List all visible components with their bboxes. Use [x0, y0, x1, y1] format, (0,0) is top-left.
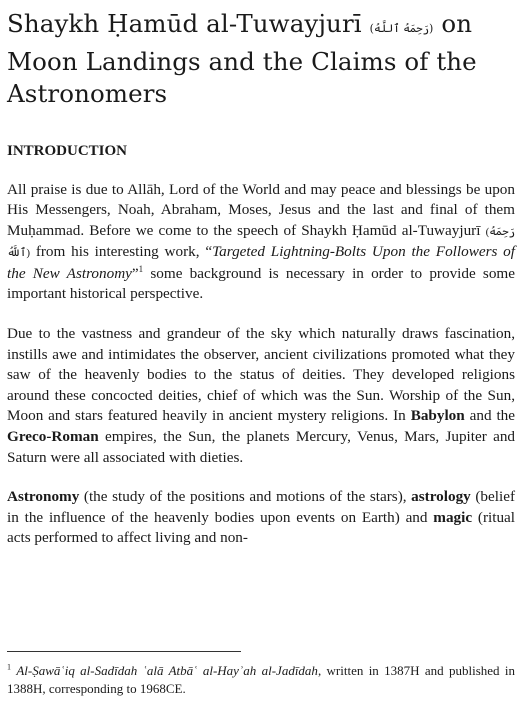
footnote-text: , written in 1387H and published in 1388H, corresponding to 1968CE. — [7, 663, 515, 696]
document-title — [7, 8, 515, 111]
p1-text-d: some background is necessary in order to provide some important historical perspective. — [7, 264, 515, 303]
p1-text-c: ” — [131, 264, 139, 282]
footnote-title: Al-Ṣawāʿiq al-Sadīdah ʿalā Atbāʿ al-Hayʾah al-Jadīdah — [16, 663, 318, 678]
p2-text-a: Due to the vastness and grandeur of the sky which naturally draws fascination, instills awe and intimidates the observer, ancient civilizations promoted what they saw of the heavenly bodies to the status of deities. They developed religions around these concocted deities, chief of which was the Sun. Worship of the Sun, Moon and stars featured heavily in ancient mystery religions. In — [7, 325, 515, 425]
p3-text-a: (the study of the positions and motions of the stars), — [83, 488, 407, 506]
paragraph-2 — [7, 324, 515, 468]
p2-text-b: and the — [469, 407, 516, 425]
work-title: Targeted Lightning-Bolts Upon the Followers of the New Astronomy — [7, 243, 515, 282]
p1-honorific: (رَحِمَهُ ٱللَّهُ) — [7, 225, 516, 260]
footnote-1 — [7, 662, 515, 697]
paragraph-1 — [7, 180, 515, 306]
term-astrology: astrology — [411, 488, 471, 506]
p3-text-c: (ritual acts performed to affect living and non- — [7, 508, 516, 547]
document-page — [7, 0, 515, 549]
title-part2: on Moon Landings and the Claims of the Astronomers — [7, 9, 477, 108]
section-heading-introduction: INTRODUCTION — [7, 142, 128, 159]
p1-text-b: from his interesting work, “ — [35, 243, 213, 261]
paragraph-3 — [7, 487, 515, 549]
footnote-ref-1[interactable]: 1 — [138, 263, 144, 274]
p3-text-b: (belief in the influence of the heavenly bodies upon events on Earth) and — [7, 488, 516, 526]
term-greco-roman: Greco-Roman — [7, 428, 99, 446]
term-babylon: Babylon — [410, 407, 465, 425]
footnote-divider — [7, 651, 241, 652]
p1-text-a: All praise is due to Allāh, Lord of the World and may peace and blessings be upon His Messengers, Noah, Abraham, Moses, Jesus and the last and final of them Muḥammad. Before we come to the speech of Shaykh Ḥamūd al-Tuwayjurī — [7, 180, 515, 239]
footnote-marker: 1 — [7, 662, 11, 672]
term-astronomy: Astronomy — [7, 488, 80, 506]
title-honorific: (رَحِمَهُ ٱللَّهُ) — [369, 22, 434, 35]
term-magic: magic — [433, 508, 473, 526]
p2-text-c: empires, the Sun, the planets Mercury, Venus, Mars, Jupiter and Saturn were all associated with dieties. — [7, 428, 516, 466]
title-part1: Shaykh Ḥamūd al-Tuwayjurī — [7, 9, 362, 38]
